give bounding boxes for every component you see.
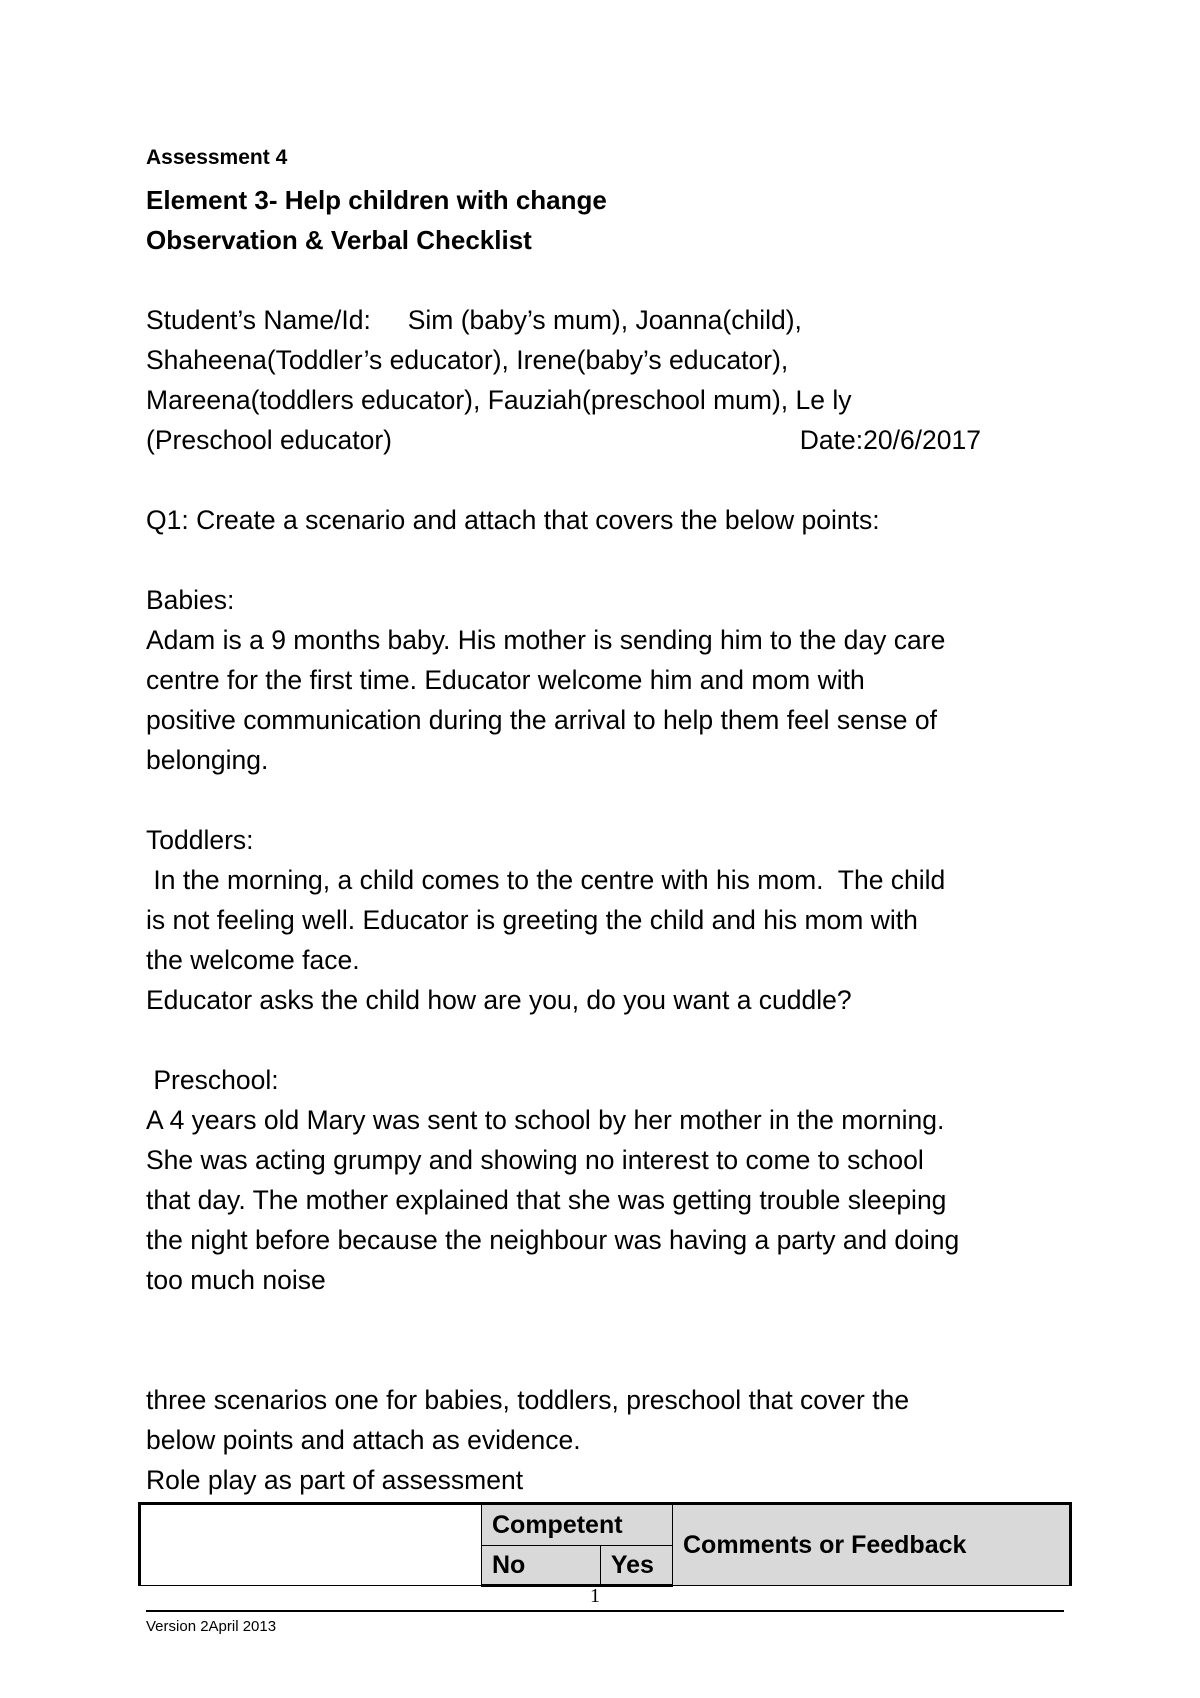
preschool-line: She was acting grumpy and showing no interest to come to school — [146, 1145, 924, 1175]
student-line-2: Shaheena(Toddler’s educator), Irene(baby’s educator), — [146, 345, 789, 375]
preschool-section — [146, 1060, 1076, 1300]
preschool-heading: Preschool: — [146, 1065, 279, 1095]
competent-header: Competent — [482, 1504, 673, 1546]
babies-section — [146, 580, 1076, 780]
babies-line: positive communication during the arrival to help them feel sense of — [146, 705, 938, 735]
footer-divider — [146, 1610, 1064, 1612]
checklist-title: Observation & Verbal Checklist — [146, 225, 532, 255]
babies-line: Adam is a 9 months baby. His mother is sending him to the day care — [146, 625, 946, 655]
student-line-4-text: (Preschool educator) — [146, 425, 392, 455]
babies-line: centre for the first time. Educator welcome him and mom with — [146, 665, 865, 695]
element-heading: Element 3- Help children with change — [146, 185, 607, 215]
yes-header: Yes — [600, 1546, 672, 1586]
closing-line: below points and attach as evidence. — [146, 1425, 581, 1455]
checklist-table — [138, 1502, 1072, 1587]
closing-line: three scenarios one for babies, toddlers, preschool that cover the — [146, 1385, 910, 1415]
no-header: No — [482, 1546, 601, 1586]
closing-line: Role play as part of assessment — [146, 1465, 524, 1495]
toddlers-line: is not feeling well. Educator is greeting the child and his mom with — [146, 905, 918, 935]
document-body — [146, 146, 1076, 1587]
babies-heading: Babies: — [146, 585, 235, 615]
preschool-line: too much noise — [146, 1265, 326, 1295]
page-number: 1 — [590, 1585, 600, 1607]
toddlers-section — [146, 820, 1076, 1020]
question-text: Q1: Create a scenario and attach that covers the below points: — [146, 505, 880, 535]
preschool-line: A 4 years old Mary was sent to school by her mother in the morning. — [146, 1105, 945, 1135]
version-label: Version 2April 2013 — [146, 1618, 277, 1635]
student-line-1: Student’s Name/Id: Sim (baby’s mum), Joanna(child), — [146, 305, 802, 335]
toddlers-line: the welcome face. — [146, 945, 360, 975]
toddlers-line: Educator asks the child how are you, do you want a cuddle? — [146, 985, 852, 1015]
assessment-label: Assessment 4 — [146, 146, 288, 169]
criteria-header-cell — [140, 1504, 482, 1586]
toddlers-heading: Toddlers: — [146, 825, 254, 855]
babies-line: belonging. — [146, 745, 269, 775]
closing-section — [146, 1380, 1076, 1500]
table-header-row — [140, 1504, 1071, 1546]
student-info — [146, 300, 1076, 460]
toddlers-line: In the morning, a child comes to the centre with his mom. The child — [146, 865, 946, 895]
date-field: Date:20/6/2017 — [799, 425, 981, 455]
comments-header: Comments or Feedback — [673, 1504, 1071, 1586]
preschool-line: the night before because the neighbour was having a party and doing — [146, 1225, 960, 1255]
preschool-line: that day. The mother explained that she was getting trouble sleeping — [146, 1185, 947, 1215]
student-line-3: Mareena(toddlers educator), Fauziah(preschool mum), Le ly — [146, 385, 852, 415]
student-line-4 — [146, 420, 1076, 460]
